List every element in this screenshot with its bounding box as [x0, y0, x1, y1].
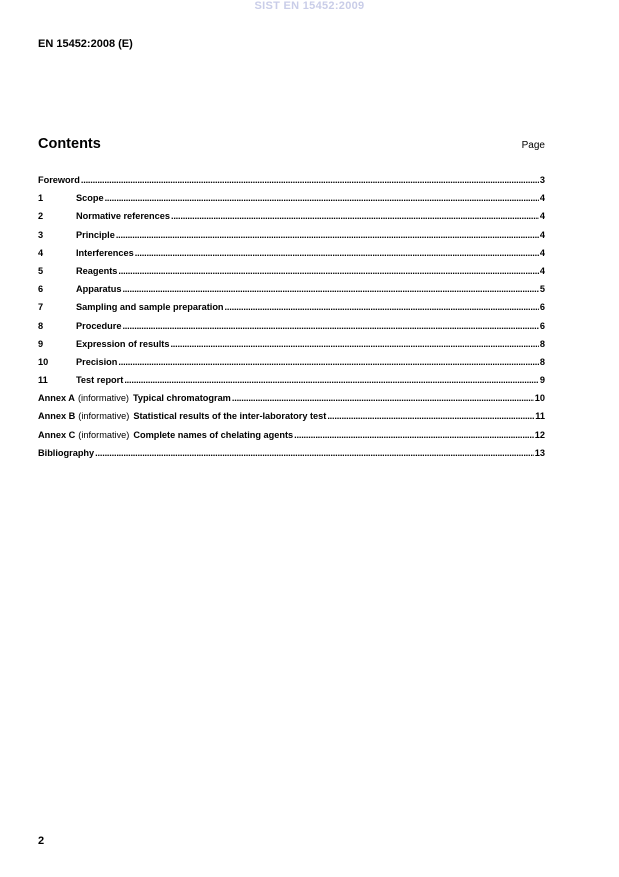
toc-entry-number: 10 — [38, 356, 49, 367]
dot-leader — [95, 448, 534, 458]
toc-entry-apparatus[interactable] — [38, 284, 545, 302]
toc-entry-title: Procedure — [76, 320, 122, 331]
toc-entry-principle[interactable] — [38, 230, 545, 248]
toc-entry-title: Interferences — [76, 247, 134, 258]
toc-entry-page: 3 — [539, 175, 545, 185]
toc-entry-page: 13 — [534, 447, 545, 458]
toc-entry-number: 1 — [38, 193, 44, 204]
dot-leader — [170, 339, 538, 349]
toc-entry-page: 4 — [539, 193, 545, 204]
toc-entry-page: 4 — [539, 247, 545, 258]
toc-entry-number: 3 — [38, 229, 44, 240]
toc-entry-precision[interactable] — [38, 357, 545, 375]
toc-entry-normative-references[interactable] — [38, 211, 545, 229]
toc-entry-page: 8 — [539, 356, 545, 367]
contents-title: Contents — [38, 136, 101, 152]
toc-entry-page: 9 — [539, 375, 545, 386]
page-column-label: Page — [521, 140, 545, 151]
toc-entry-page: 8 — [539, 338, 545, 349]
toc-entry-foreword[interactable] — [38, 175, 545, 193]
toc-entry-test-report[interactable] — [38, 375, 545, 393]
dot-leader — [225, 302, 539, 312]
toc-entry-page: 4 — [539, 265, 545, 276]
toc-annex-b[interactable] — [38, 411, 545, 429]
dot-leader — [118, 357, 539, 367]
dot-leader — [122, 321, 538, 331]
toc-entry-title: Foreword — [38, 175, 80, 185]
toc-entry-title: Apparatus — [76, 284, 122, 295]
watermark: SIST EN 15452:2009 — [254, 0, 365, 12]
toc-entry-sampling[interactable] — [38, 302, 545, 320]
dot-leader — [81, 175, 539, 185]
toc-entry-procedure[interactable] — [38, 321, 545, 339]
toc-entry-page: 11 — [535, 411, 545, 422]
toc-entry-title: Reagents — [76, 265, 118, 276]
dot-leader — [122, 284, 538, 294]
toc-annex-c[interactable] — [38, 430, 545, 448]
annex-label: Annex A — [38, 393, 75, 404]
dot-leader — [171, 211, 539, 221]
toc-entry-number: 6 — [38, 284, 44, 295]
annex-type: (informative) — [77, 393, 129, 404]
toc-entry-title: Bibliography — [38, 447, 95, 458]
toc-entry-number: 2 — [38, 211, 44, 222]
toc-entry-title: Test report — [76, 375, 124, 386]
toc-entry-page: 4 — [539, 229, 545, 240]
toc-entry-number: 9 — [38, 338, 44, 349]
dot-leader — [327, 411, 534, 421]
dot-leader — [135, 248, 539, 258]
annex-title: Complete names of chelating agents — [133, 429, 294, 440]
table-of-contents — [38, 175, 545, 466]
toc-entry-interferences[interactable] — [38, 248, 545, 266]
annex-type: (informative) — [78, 411, 130, 422]
toc-entry-title: Precision — [76, 356, 118, 367]
toc-entry-title: Scope — [76, 193, 104, 204]
annex-type: (informative) — [78, 429, 130, 440]
toc-entry-reagents[interactable] — [38, 266, 545, 284]
dot-leader — [105, 193, 539, 203]
toc-annex-a[interactable] — [38, 393, 545, 411]
dot-leader — [124, 375, 539, 385]
toc-entry-number: 8 — [38, 320, 44, 331]
toc-entry-page: 6 — [539, 320, 545, 331]
toc-entry-number: 11 — [38, 375, 48, 386]
toc-entry-page: 10 — [534, 393, 545, 404]
toc-entry-page: 6 — [539, 302, 545, 313]
toc-entry-page: 5 — [539, 284, 545, 295]
toc-entry-scope[interactable] — [38, 193, 545, 211]
annex-label: Annex B — [38, 411, 76, 422]
toc-entry-title: Principle — [76, 229, 115, 240]
toc-entry-number: 5 — [38, 265, 44, 276]
annex-title: Typical chromatogram — [133, 393, 231, 404]
toc-entry-title: Normative references — [76, 211, 170, 222]
dot-leader — [116, 230, 539, 240]
page-number: 2 — [38, 835, 45, 847]
toc-entry-title: Expression of results — [76, 338, 170, 349]
toc-entry-title: Sampling and sample preparation — [76, 302, 224, 313]
document-id: EN 15452:2008 (E) — [38, 38, 133, 50]
annex-title: Statistical results of the inter-laboratory test — [133, 411, 327, 422]
toc-entry-bibliography[interactable] — [38, 448, 545, 466]
toc-entry-page: 12 — [534, 429, 545, 440]
toc-entry-expression-of-results[interactable] — [38, 339, 545, 357]
toc-entry-number: 4 — [38, 247, 44, 258]
annex-label: Annex C — [38, 429, 76, 440]
dot-leader — [118, 266, 539, 276]
dot-leader — [294, 430, 534, 440]
toc-entry-page: 4 — [539, 211, 545, 222]
dot-leader — [232, 393, 534, 403]
toc-entry-number: 7 — [38, 302, 44, 313]
